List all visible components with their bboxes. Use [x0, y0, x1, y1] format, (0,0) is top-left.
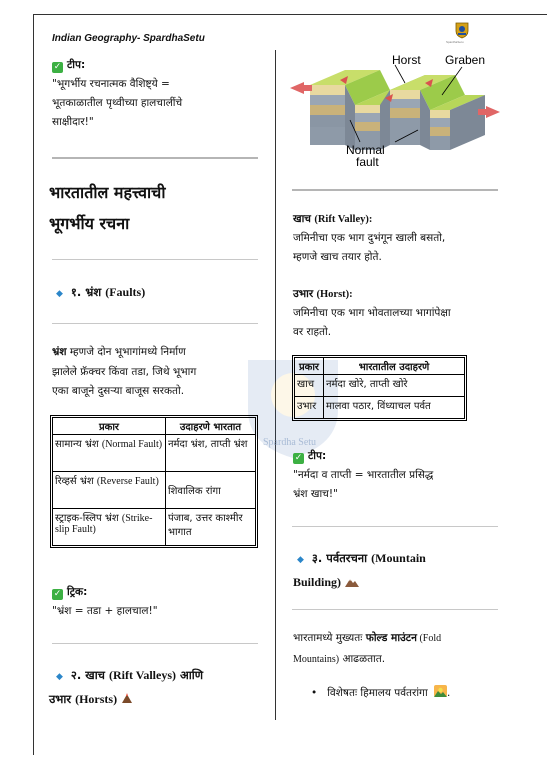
mountain-paragraph — [293, 628, 508, 670]
section-title-en: (Faults) — [105, 285, 146, 299]
section-title-en: (Rift Valleys) — [109, 668, 177, 682]
tip-text-line: साक्षीदार!" — [52, 116, 94, 128]
term: खाच — [293, 213, 311, 225]
list-item — [311, 683, 511, 703]
mountain-sunrise-icon — [434, 685, 447, 697]
table-cell: मालवा पठार, विंध्याचल पर्वत — [324, 397, 465, 419]
trick-label: ट्रिक: — [67, 586, 88, 598]
cell-text: सामान्य भ्रंश — [55, 439, 99, 450]
divider — [292, 609, 498, 610]
table-row — [53, 435, 256, 472]
section-title: भ्रंश — [85, 285, 102, 299]
table-cell — [53, 435, 166, 472]
table-cell: खाच — [295, 375, 324, 397]
diamond-bullet-icon: ◆ — [297, 555, 304, 565]
section-title-en: (Horsts) — [75, 692, 118, 706]
para-text: झालेले फ्रॅक्चर किंवा तडा, जिथे भूभाग — [52, 365, 197, 378]
para-text: एका बाजूने दुसऱ्या बाजूस सरकतो. — [52, 385, 185, 397]
divider — [52, 643, 258, 644]
section-number: १. — [70, 285, 82, 299]
section-title: खाच — [85, 668, 105, 682]
table-row — [53, 509, 256, 546]
term-en: Mountains) — [293, 654, 340, 665]
mountain-icon — [345, 577, 359, 587]
tip-text-line: "भूगर्भीय रचनात्मक वैशिष्ट्ये = — [52, 78, 170, 90]
table-cell: नर्मदा भ्रंश, ताप्ती भ्रंश — [166, 435, 256, 472]
tip-box-2 — [293, 447, 508, 504]
rift-horst-table — [294, 357, 465, 419]
subsection-heading-mountain — [293, 547, 507, 593]
table-header: प्रकार — [53, 418, 166, 435]
para-text: भारतामध्ये मुख्यतः — [293, 632, 366, 644]
watermark-text: Spardha Setu — [263, 437, 317, 448]
para-text: म्हणजे खाच तयार होते. — [293, 251, 382, 263]
term: भ्रंश — [52, 346, 67, 358]
term-en: (Horst): — [316, 289, 353, 300]
tip-text-line: भ्रंश खाच!" — [293, 488, 338, 500]
section-number: ३. — [311, 551, 323, 565]
table-cell: उभार — [295, 397, 324, 419]
table-header: उदाहरणे भारतात — [166, 418, 256, 435]
para-text: वर राहतो. — [293, 326, 332, 338]
term: उभार — [293, 288, 314, 300]
table-cell: शिवालिक रांगा — [166, 472, 256, 509]
subsection-heading-rift — [49, 664, 271, 710]
section-title: उभार — [49, 692, 72, 706]
logo-label: SpardhaSetu — [446, 40, 464, 44]
rift-valley-block — [293, 210, 508, 267]
header-title: Indian Geography- SpardhaSetu — [52, 33, 205, 44]
diamond-bullet-icon: ◆ — [56, 289, 63, 299]
list-item-text: विशेषतः हिमालय पर्वतरांगा — [327, 687, 428, 699]
diamond-bullet-icon: ◆ — [56, 672, 63, 682]
tip-box-1 — [52, 56, 262, 132]
divider — [52, 323, 258, 324]
trick-text: "भ्रंश = तडा + हालचाल!" — [52, 605, 158, 617]
section-number: २. — [70, 668, 82, 682]
diagram-label-fault: fault — [356, 155, 379, 169]
faults-paragraph — [52, 343, 262, 402]
divider — [52, 259, 258, 260]
heading-line: भूगर्भीय रचना — [49, 214, 130, 233]
divider — [292, 189, 498, 191]
section-heading — [49, 177, 165, 239]
table-header: भारतातील उदाहरणे — [324, 358, 465, 375]
table-cell — [53, 509, 166, 546]
bullet-dot: • — [311, 687, 318, 699]
subsection-heading-faults — [56, 281, 145, 305]
para-text: जमिनीचा एक भाग दुभंगून खाली बसतो, — [293, 232, 446, 244]
horst-graben-diagram — [290, 50, 500, 170]
table-cell: नर्मदा खोरे, ताप्ती खोरे — [324, 375, 465, 397]
tip-text-line: "नर्मदा व ताप्ती = भारतातील प्रसिद्ध — [293, 469, 434, 481]
diagram-label-graben: Graben — [445, 53, 486, 67]
faults-table — [52, 417, 256, 546]
horst-block — [293, 285, 508, 342]
divider — [292, 526, 498, 527]
cell-text-en: (Normal Fault) — [101, 439, 163, 450]
table-cell — [53, 472, 166, 509]
divider — [52, 157, 258, 159]
para-text: आढळतात. — [339, 653, 386, 665]
para-text: जमिनीचा एक भाग भोवतालच्या भागांपेक्षा — [293, 307, 451, 319]
term-en: (Rift Valley): — [314, 214, 373, 225]
table-header-row — [53, 418, 256, 435]
table-row — [295, 375, 465, 397]
cell-text: रिव्हर्स भ्रंश — [55, 476, 94, 487]
table-row — [295, 397, 465, 419]
section-title: पर्वतरचना — [326, 551, 368, 565]
heading-line: भारतातील महत्त्वाची — [49, 183, 166, 202]
term-en: (Fold — [416, 633, 442, 644]
table-header-row — [295, 358, 465, 375]
para-text: म्हणजे दोन भूभागांमध्ये निर्माण — [66, 346, 186, 358]
spardhasetu-logo — [452, 20, 472, 40]
section-title-en: (Mountain — [371, 551, 426, 565]
check-icon: ✓ — [53, 62, 62, 72]
cell-text-en: (Strike-slip Fault) — [55, 513, 153, 535]
tip-text-line: भूतकाळातील पृथ्वीच्या हालचालींचे — [52, 97, 183, 109]
trick-box — [52, 583, 262, 621]
tip-label: टीप: — [308, 450, 327, 462]
cell-text-en: (Reverse Fault) — [96, 476, 159, 487]
cell-text: स्ट्राइक-स्लिप भ्रंश — [55, 513, 119, 524]
table-cell: पंजाब, उत्तर काश्मीर भागात — [166, 509, 256, 546]
diagram-label-normal: Normal — [346, 143, 385, 157]
diagram-label-horst: Horst — [392, 53, 421, 67]
section-title: आणि — [180, 668, 204, 682]
tip-label: टीप: — [67, 59, 86, 71]
term: फोल्ड माउंटन — [365, 632, 417, 644]
volcano-icon — [121, 693, 133, 704]
table-header: प्रकार — [295, 358, 324, 375]
check-icon: ✓ — [294, 453, 303, 463]
table-row — [53, 472, 256, 509]
check-icon: ✓ — [53, 589, 62, 599]
section-title-en: Building) — [293, 575, 342, 589]
list-item-text: . — [447, 687, 451, 699]
